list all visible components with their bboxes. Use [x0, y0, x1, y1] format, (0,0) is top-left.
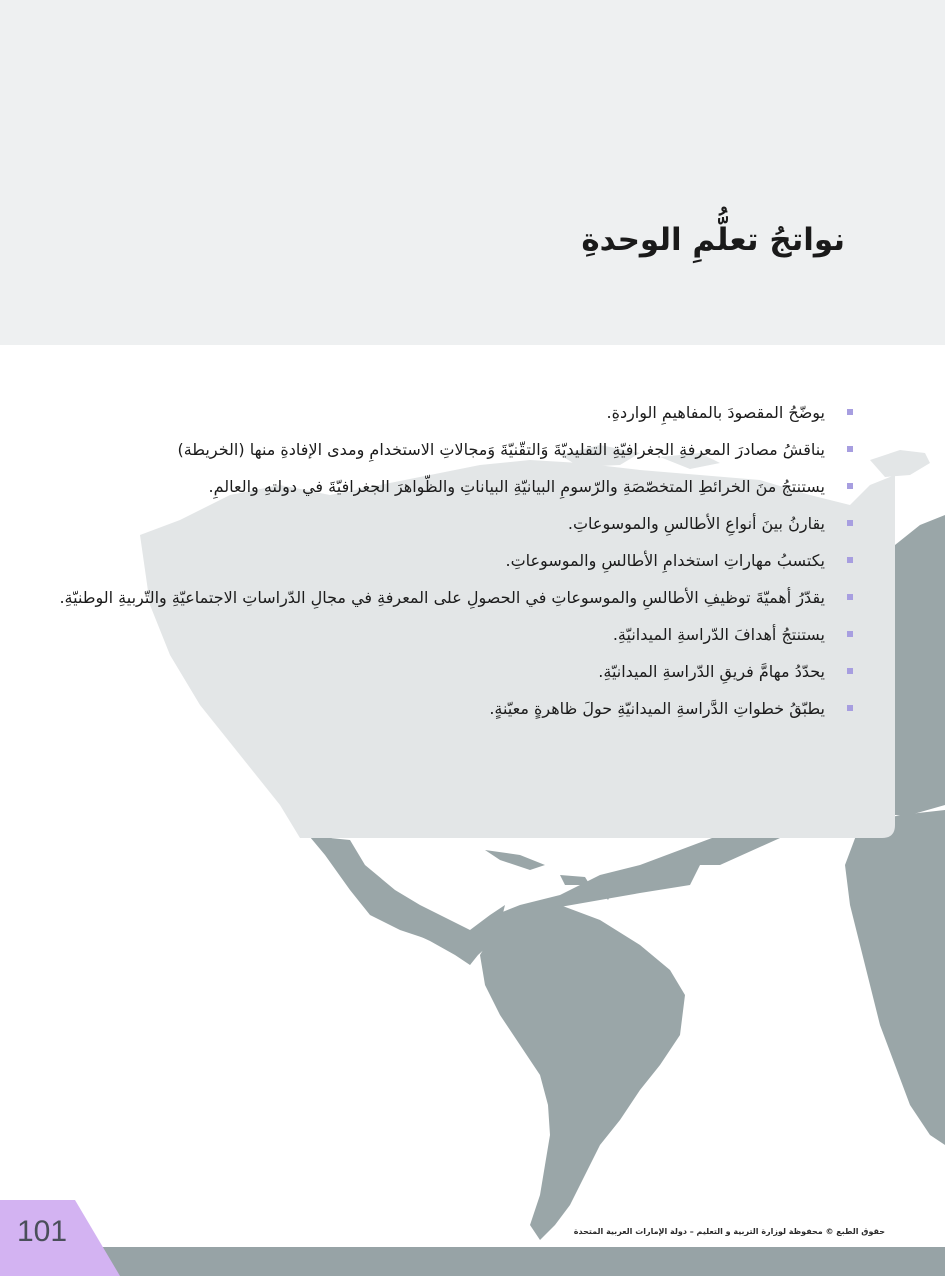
outcome-text: يطبّقُ خطواتِ الدَّراسةِ الميدانيّةِ حولَ ظاهرةٍ معيّنةٍ.: [489, 699, 825, 718]
bullet-icon: [847, 668, 853, 674]
outcome-text: يحدّدُ مهامَّ فريقِ الدّراسةِ الميدانيّةِ.: [598, 662, 825, 681]
outcome-text: يناقشُ مصادرَ المعرفةِ الجغرافيّةِ التقليديّةَ وَالتقّنيّةَ وَمجالاتِ الاستخدامِ ومدى الإفادةِ منها (الخريطة): [177, 440, 825, 459]
bullet-icon: [847, 705, 853, 711]
outcome-text: يوضّحُ المقصودَ بالمفاهيمِ الواردةِ.: [606, 403, 825, 422]
list-item: [55, 653, 825, 690]
greenland-land: [870, 450, 930, 477]
list-item: [55, 579, 825, 616]
copyright-notice: حقوق الطبع © محفوظة لوزارة التربية و التعليم – دولة الإمارات العربية المتحدة: [573, 1227, 885, 1236]
header-band: [0, 0, 945, 345]
learning-outcomes-list: [55, 394, 825, 727]
list-item: [55, 505, 825, 542]
outcome-text: يقدّرُ أهميّةَ توظيفِ الأطالسِ والموسوعاتِ في الحصولِ على المعرفةِ في مجالِ الدّراساتِ الاجتماعيّةِ والتّربيةِ الوطنيّةِ.: [59, 588, 825, 607]
page-title: نواتجُ تعلُّمِ الوحدةِ: [581, 222, 845, 258]
bullet-icon: [847, 557, 853, 563]
page-number: 101: [17, 1215, 68, 1248]
list-item: [55, 542, 825, 579]
outcome-text: يستنتجُ منَ الخرائطِ المتخصّصَةِ والرّسومِ البيانيّةِ البياناتِ والظّواهرَ الجغرافيّةَ في دولتهِ والعالمِ.: [208, 477, 825, 496]
outcome-text: يكتسبُ مهاراتِ استخدامِ الأطالسِ والموسوعاتِ.: [505, 551, 825, 570]
bullet-icon: [847, 520, 853, 526]
bullet-icon: [847, 594, 853, 600]
south-america-land: [480, 905, 685, 1240]
bullet-icon: [847, 483, 853, 489]
footer-bar: [0, 1247, 945, 1276]
list-item: [55, 690, 825, 727]
bullet-icon: [847, 631, 853, 637]
list-item: [55, 616, 825, 653]
list-item: [55, 431, 825, 468]
africa-land: [845, 810, 945, 1145]
bullet-icon: [847, 446, 853, 452]
list-item: [55, 468, 825, 505]
bullet-icon: [847, 409, 853, 415]
list-item: [55, 394, 825, 431]
outcome-text: يستنتجُ أهدافَ الدّراسةِ الميدانيّةِ.: [612, 625, 825, 644]
europe-land: [895, 515, 945, 815]
central-america-land: [330, 838, 505, 965]
outcome-text: يقارنُ بينَ أنواعِ الأطالسِ والموسوعاتِ.: [567, 514, 825, 533]
